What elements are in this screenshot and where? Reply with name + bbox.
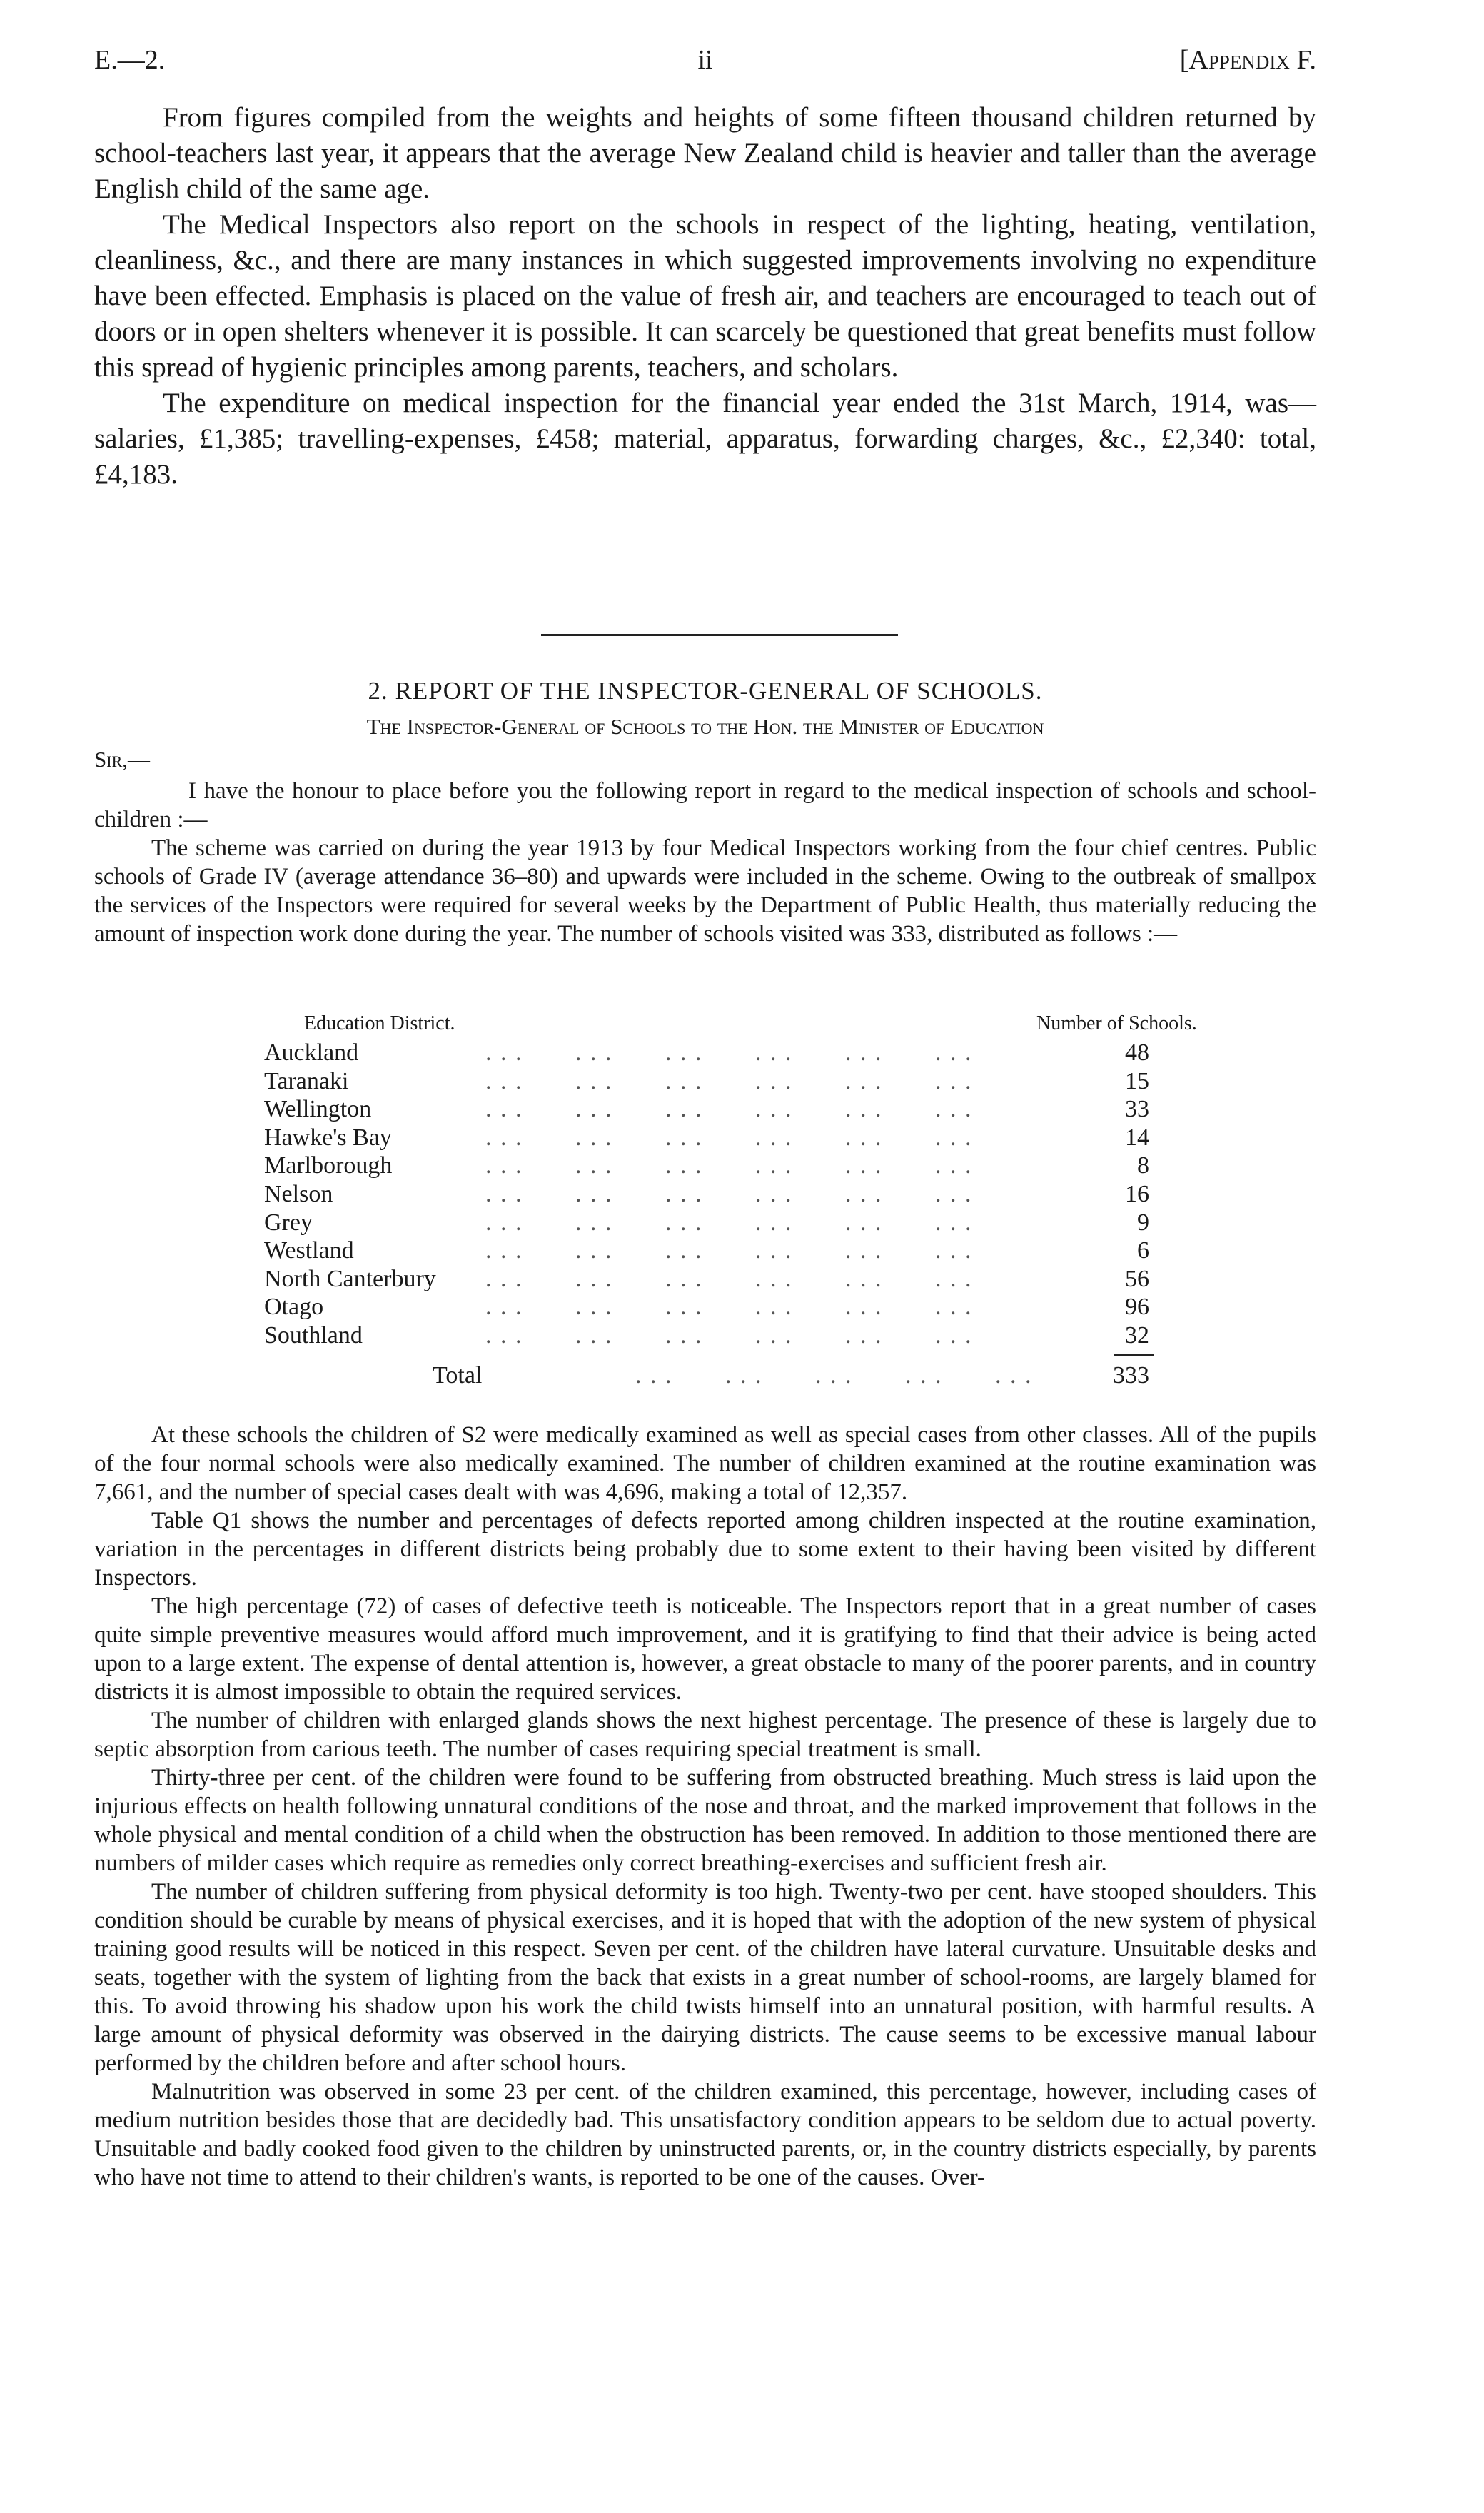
page-number: ii [697, 45, 713, 75]
schools-table [264, 1009, 1235, 1390]
intro-paragraph: The Medical Inspectors also report on the schools in respect of the lighting, heating, ventilation, cleanliness, &c., and there are many instances in which suggested improvements involving no expenditure have been effected. Emphasis is placed on the value of fresh air, and teachers are encouraged to teach out of doors or in open shelters whenever it is possible. It can scarcely be questioned that great benefits must follow this spread of hygienic principles among parents, teachers, and scholars. [94, 209, 1316, 383]
body-paragraph: Malnutrition was observed in some 23 per cent. of the children examined, this percentage, however, including cases of medium nutrition besides those that are decidedly bad. This unsatisfactory condition appears to be seldom due to actual poverty. Unsuitable and badly cooked food given to the children by uninstructed parents, or, in the country districts especially, by parents who have not time to attend to their children's wants, is reported to be one of the causes. Over- [94, 2079, 1316, 2190]
school-count: 33 [1125, 1096, 1149, 1123]
table-row: Nelson . . . . . . . . . . . . . . . . . . 16 [264, 1180, 1149, 1207]
district-name: Auckland [264, 1039, 359, 1066]
district-name: North Canterbury [264, 1265, 436, 1292]
table-row: Westland . . . . . . . . . . . . . . . . . . 6 [264, 1237, 1149, 1264]
table-row: Marlborough . . . . . . . . . . . . . . . . . . 8 [264, 1152, 1149, 1179]
district-name: Marlborough [264, 1152, 393, 1179]
district-name: Wellington [264, 1096, 372, 1123]
total-value: 333 [1113, 1361, 1149, 1389]
district-name: Nelson [264, 1180, 333, 1207]
school-count: 96 [1125, 1294, 1149, 1321]
school-count: 6 [1137, 1237, 1149, 1264]
district-name: Hawke's Bay [264, 1124, 392, 1151]
district-name: Southland [264, 1321, 363, 1349]
table-row: Taranaki . . . . . . . . . . . . . . . . . . 15 [264, 1067, 1149, 1094]
total-rule [264, 1351, 1235, 1362]
district-name: Otago [264, 1294, 324, 1321]
report-address: The Inspector-General of Schools to the Hon. the Minister of Education [366, 714, 1044, 739]
intro-section [94, 100, 1316, 493]
header-reference: E.—2. [94, 45, 166, 75]
school-count: 9 [1137, 1209, 1149, 1236]
body-paragraph: Thirty-three per cent. of the children were found to be suffering from obstructed breathing. Much stress is laid upon the injurious effects on health following unnatural conditions of the nose and throat, and the marked improvement that follows in the whole physical and mental condition of a child when the obstruction has been removed. In addition to those mentioned there are numbers of milder cases which require as remedies only correct breathing-exercises and sufficient fresh air. [94, 1765, 1316, 1876]
page-header [94, 44, 1316, 87]
body-paragraph: Table Q1 shows the number and percentages of defects reported among children inspected at the routine examination, variation in the percentages in different districts being probably due to some extent to their having been visited by different Inspectors. [94, 1508, 1316, 1591]
body-paragraph: The number of children suffering from physical deformity is too high. Twenty-two per cent. have stooped shoulders. This condition should be curable by means of physical exercises, and it is hoped that with the adoption of the new system of physical training good results will be noticed in this respect. Seven per cent. of the children have lateral curvature. Unsuitable desks and seats, together with the system of lighting from the back that exists in a great number of school-rooms, are largely blamed for this. To avoid throwing his shadow upon his work the child twists himself into an unnatural position, with harmful results. A large amount of physical deformity was observed in the dairying districts. The cause seems to be excessive manual labour performed by the children before and after school hours. [94, 1879, 1316, 2076]
school-count: 32 [1125, 1321, 1149, 1349]
header-appendix: [Appendix F. [1179, 45, 1316, 75]
body-paragraph: The number of children with enlarged glands shows the next highest percentage. The presence of these is largely due to septic absorption from carious teeth. The number of cases requiring special treatment is small. [94, 1708, 1316, 1762]
school-count: 16 [1125, 1180, 1149, 1207]
district-name: Taranaki [264, 1067, 349, 1094]
body-paragraph: The high percentage (72) of cases of defective teeth is noticeable. The Inspectors report that in a great number of cases quite simple preventive measures would afford much improvement, and it is gratifying to find that their advice is being acted upon to a large extent. The expense of dental attention is, however, a great obstacle to many of the poorer parents, and in country districts it is almost impossible to obtain the required services. [94, 1593, 1316, 1705]
school-count: 15 [1125, 1067, 1149, 1094]
table-header [264, 1009, 1235, 1039]
opening-paragraph: I have the honour to place before you the following report in regard to the medical inspection of schools and school-children :— [94, 778, 1316, 832]
intro-paragraph: From figures compiled from the weights and heights of some fifteen thousand children returned by school-teachers last year, it appears that the average New Zealand child is heavier and taller than the average English child of the same age. [94, 102, 1316, 204]
column-header-number: Number of Schools. [1036, 1012, 1197, 1034]
school-count: 56 [1125, 1265, 1149, 1292]
table-row: Grey . . . . . . . . . . . . . . . . . . 9 [264, 1209, 1149, 1236]
school-count: 8 [1137, 1152, 1149, 1179]
table-row: Otago . . . . . . . . . . . . . . . . . . 96 [264, 1294, 1149, 1321]
body-paragraph: At these schools the children of S2 were medically examined as well as special cases from other classes. All of the pupils of the four normal schools were also medically examined. The number of children examined at the routine examination was 7,661, and the number of special cases dealt with was 4,696, making a total of 12,357. [94, 1422, 1316, 1505]
district-name: Westland [264, 1237, 354, 1264]
table-row: Auckland . . . . . . . . . . . . . . . . . . 48 [264, 1039, 1149, 1066]
report-body-section [94, 1421, 1316, 2192]
table-row: Wellington . . . . . . . . . . . . . . . . . . 33 [264, 1096, 1149, 1123]
report-opening-section [94, 777, 1316, 948]
district-name: Grey [264, 1209, 313, 1236]
school-count: 48 [1125, 1039, 1149, 1066]
total-label: Total [433, 1361, 483, 1389]
school-count: 14 [1125, 1124, 1149, 1151]
salutation: Sir,— [94, 747, 150, 772]
scheme-paragraph: The scheme was carried on during the year 1913 by four Medical Inspectors working from the four chief centres. Public schools of Grade IV (average attendance 36–80) and upwards were included in the scheme. Owing to the outbreak of smallpox the services of the Inspectors were required for several weeks by the Department of Public Health, thus materially reducing the amount of inspection work done during the year. The number of schools visited was 333, distributed as follows :— [94, 835, 1316, 947]
column-header-district: Education District. [304, 1012, 455, 1034]
table-total-row: Total . . . . . . . . . . . . . . . 333 [433, 1361, 1149, 1389]
report-heading: 2. REPORT OF THE INSPECTOR-GENERAL OF SCHOOLS. [368, 677, 1043, 705]
intro-paragraph: The expenditure on medical inspection for the financial year ended the 31st March, 1914, was—salaries, £1,385; travelling-expenses, £458; material, apparatus, forwarding charges, &c., £2,340: total, £4,183. [94, 388, 1316, 490]
table-row: Hawke's Bay . . . . . . . . . . . . . . . . . . 14 [264, 1124, 1149, 1151]
table-row: North Canterbury . . . . . . . . . . . . . . . . . . 56 [264, 1265, 1149, 1292]
section-divider [541, 634, 898, 636]
table-row: Southland . . . . . . . . . . . . . . . . . . 32 [264, 1321, 1149, 1349]
